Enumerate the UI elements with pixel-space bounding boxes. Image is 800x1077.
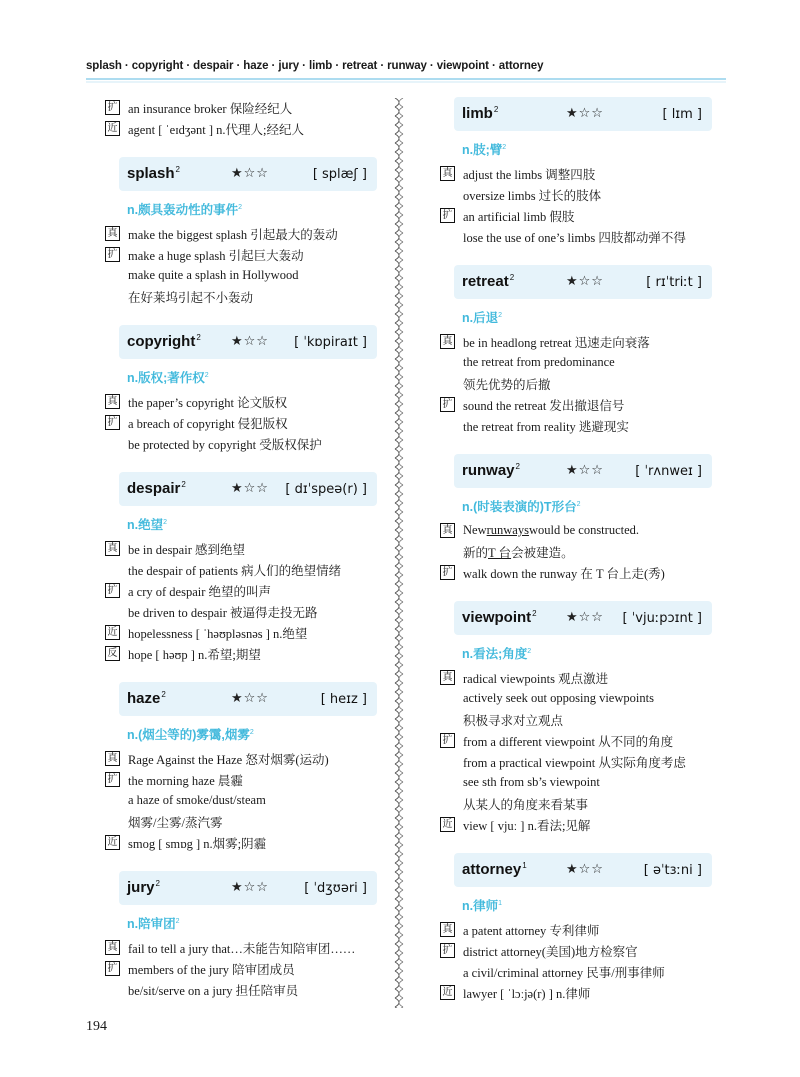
example-text: a breach of copyright 侵犯版权 xyxy=(128,416,288,431)
headword-box xyxy=(119,682,377,716)
example-text: smog [ smɒg ] n.烟雾;阴霾 xyxy=(128,836,267,851)
example-text: see sth from sb’s viewpoint xyxy=(463,775,600,789)
example-tag: 扩 xyxy=(105,772,120,787)
definition-text: n.(时装表演的)T形台 xyxy=(462,500,577,514)
example-line xyxy=(105,958,373,979)
example-text: an artificial limb 假肢 xyxy=(463,209,575,224)
example-text: walk down the runway 在 T 台上走(秀) xyxy=(463,566,665,581)
entry-retreat xyxy=(440,265,708,436)
example-text: fail to tell a jury that…未能告知陪审团…… xyxy=(128,941,356,956)
example-line xyxy=(105,538,373,559)
example-line xyxy=(440,226,708,247)
definition xyxy=(127,368,373,386)
example-text: oversize limbs 过长的肢体 xyxy=(463,188,602,203)
definition-frequency: 2 xyxy=(204,371,209,379)
headword-box xyxy=(119,871,377,905)
phonetic: [ lɪm ] xyxy=(662,107,702,122)
example-text: the retreat from reality 逃避现实 xyxy=(463,419,629,434)
phonetic: [ əˈtɜːni ] xyxy=(643,863,702,878)
example-tag: 真 xyxy=(105,751,120,766)
headword xyxy=(462,462,520,479)
headword-box xyxy=(119,157,377,191)
example-text: the retreat from predominance xyxy=(463,355,615,369)
definition-frequency: 2 xyxy=(163,518,168,526)
phonetic: [ rɪˈtriːt ] xyxy=(646,275,702,290)
star-rating: ★☆☆ xyxy=(566,862,604,877)
example-tag: 近 xyxy=(440,817,455,832)
right-column xyxy=(440,97,708,1003)
example-line xyxy=(440,184,708,205)
definition-text: n.律师 xyxy=(462,899,499,913)
headword-box xyxy=(454,601,712,635)
star-rating: ★☆☆ xyxy=(231,166,269,181)
entry-haze xyxy=(105,682,373,853)
headword xyxy=(127,480,186,497)
example-tag: 真 xyxy=(440,670,455,685)
definition-frequency: 2 xyxy=(502,143,507,151)
example-text-post: 会被建造。 xyxy=(511,545,574,560)
definition-frequency: 2 xyxy=(498,311,503,319)
definition xyxy=(462,497,708,515)
headword-frequency: 2 xyxy=(181,480,186,489)
entry-viewpoint xyxy=(440,601,708,835)
example-line xyxy=(105,622,373,643)
headword-box xyxy=(454,454,712,488)
definition-frequency: 2 xyxy=(238,203,243,211)
example-line xyxy=(440,940,708,961)
example-text: district attorney(美国)地方检察官 xyxy=(463,944,638,959)
example-text: be in despair 感到绝望 xyxy=(128,542,245,557)
headword-text: retreat xyxy=(462,273,509,290)
headword-frequency: 2 xyxy=(161,690,166,699)
page-number: 194 xyxy=(86,1019,107,1034)
example-tag: 真 xyxy=(440,922,455,937)
entry-attorney xyxy=(440,853,708,1003)
example-text: make the biggest splash 引起最大的轰动 xyxy=(128,227,338,242)
star-rating: ★☆☆ xyxy=(231,691,269,706)
example-text: sound the retreat 发出撤退信号 xyxy=(463,398,625,413)
definition-text: n.(烟尘等的)雾霭,烟雾 xyxy=(127,728,250,742)
example-line xyxy=(105,265,373,286)
definition-text: n.颇具轰动性的事件 xyxy=(127,203,239,217)
example-text: lawyer [ ˈlɔːjə(r) ] n.律师 xyxy=(463,986,591,1001)
definition-text: n.版权;著作权 xyxy=(127,371,205,385)
example-text: the despair of patients 病人们的绝望情绪 xyxy=(128,563,342,578)
example-line xyxy=(105,832,373,853)
example-tag: 真 xyxy=(440,334,455,349)
example-line xyxy=(440,394,708,415)
example-text-pre: 新的 xyxy=(463,545,489,560)
example-tag: 扩 xyxy=(105,583,120,598)
example-text: 在好莱坞引起不小轰动 xyxy=(128,290,254,305)
phonetic: [ dɪˈspeə(r) ] xyxy=(285,482,367,497)
example-text: an insurance broker 保险经纪人 xyxy=(128,101,293,116)
example-line xyxy=(440,814,708,835)
example-text: from a different viewpoint 从不同的角度 xyxy=(463,734,674,749)
example-line xyxy=(440,520,708,541)
example-line xyxy=(105,790,373,811)
example-line xyxy=(105,244,373,265)
example-line xyxy=(440,709,708,730)
headword-frequency: 1 xyxy=(522,861,527,870)
example-tag: 近 xyxy=(105,625,120,640)
example-text: view [ vjuː ] n.看法;见解 xyxy=(463,818,591,833)
definition-text: n.后退 xyxy=(462,311,499,325)
phonetic: [ heɪz ] xyxy=(320,692,367,707)
left-column xyxy=(105,97,373,1000)
example-line xyxy=(105,937,373,958)
header-rule xyxy=(86,77,726,83)
headword xyxy=(127,333,201,350)
headword-frequency: 2 xyxy=(175,165,180,174)
star-rating: ★☆☆ xyxy=(231,334,269,349)
example-tag: 近 xyxy=(105,835,120,850)
example-text: lose the use of one’s limbs 四肢都动弹不得 xyxy=(463,230,686,245)
example-text: be driven to despair 被逼得走投无路 xyxy=(128,605,318,620)
headword-text: haze xyxy=(127,690,161,707)
definition xyxy=(462,308,708,326)
entry-runway xyxy=(440,454,708,583)
example-line xyxy=(105,412,373,433)
example-line xyxy=(105,118,373,139)
definition xyxy=(127,200,373,218)
headword xyxy=(462,273,514,290)
headword-text: copyright xyxy=(127,333,196,350)
example-line xyxy=(105,643,373,664)
example-tag: 真 xyxy=(440,523,455,538)
example-text: 烟雾/尘雾/蒸汽雾 xyxy=(128,815,223,830)
example-tag: 真 xyxy=(105,394,120,409)
example-line xyxy=(440,541,708,562)
definition xyxy=(462,644,708,662)
example-line xyxy=(440,730,708,751)
example-tag: 扩 xyxy=(105,247,120,262)
example-text: 领先优势的后撤 xyxy=(463,377,551,392)
example-line xyxy=(105,769,373,790)
entry-limb xyxy=(440,97,708,247)
example-line xyxy=(105,97,373,118)
example-text: make quite a splash in Hollywood xyxy=(128,268,299,282)
example-line xyxy=(105,391,373,412)
example-line xyxy=(105,979,373,1000)
headword-text: despair xyxy=(127,480,181,497)
definition-frequency: 2 xyxy=(576,500,581,508)
headword-frequency: 2 xyxy=(493,105,499,114)
example-text: members of the jury 陪审团成员 xyxy=(128,962,295,977)
example-line xyxy=(440,205,708,226)
example-text: a cry of despair 绝望的叫声 xyxy=(128,584,272,599)
running-header: splash · copyright · despair · haze · jury · limb · retreat · runway · viewpoint · attorney xyxy=(86,60,544,72)
entry-jury xyxy=(105,871,373,1000)
example-line xyxy=(440,415,708,436)
headword-box xyxy=(119,325,377,359)
example-text-underlined: runways xyxy=(486,523,529,537)
example-tag: 真 xyxy=(105,541,120,556)
headword-box xyxy=(454,853,712,887)
example-tag: 真 xyxy=(440,166,455,181)
example-line xyxy=(105,601,373,622)
headword-box xyxy=(454,265,712,299)
definition-text: n.绝望 xyxy=(127,518,164,532)
headword-text: attorney xyxy=(462,861,522,878)
example-line xyxy=(105,559,373,580)
definition-frequency: 2 xyxy=(527,647,532,655)
continued-lines xyxy=(105,97,373,139)
example-tag: 扩 xyxy=(440,565,455,580)
example-text: agent [ ˈeɪdʒənt ] n.代理人;经纪人 xyxy=(128,122,304,137)
definition xyxy=(462,140,708,158)
example-line xyxy=(440,982,708,1003)
headword-text: limb xyxy=(462,105,493,122)
example-line xyxy=(440,373,708,394)
example-line xyxy=(440,331,708,352)
example-text: from a practical viewpoint 从实际角度考虑 xyxy=(463,755,686,770)
example-line xyxy=(105,811,373,832)
example-text: Rage Against the Haze 怒对烟雾(运动) xyxy=(128,752,329,767)
headword-text: splash xyxy=(127,165,175,182)
headword xyxy=(127,879,160,896)
definition-frequency: 2 xyxy=(249,728,254,736)
headword-frequency: 2 xyxy=(509,273,515,282)
star-rating: ★☆☆ xyxy=(566,106,604,121)
example-line xyxy=(440,667,708,688)
headword-frequency: 2 xyxy=(155,879,160,888)
example-text: adjust the limbs 调整四肢 xyxy=(463,167,596,182)
headword-frequency: 2 xyxy=(515,462,520,471)
star-rating: ★☆☆ xyxy=(566,463,604,478)
example-text: be in headlong retreat 迅速走向衰落 xyxy=(463,335,650,350)
headword xyxy=(462,105,498,122)
definition-text: n.陪审团 xyxy=(127,917,176,931)
phonetic: [ ˈrʌnweɪ ] xyxy=(635,464,702,479)
definition xyxy=(127,914,373,932)
example-tag: 近 xyxy=(105,121,120,136)
example-tag: 真 xyxy=(105,226,120,241)
example-tag: 扩 xyxy=(440,208,455,223)
star-rating: ★☆☆ xyxy=(231,481,269,496)
example-text: actively seek out opposing viewpoints xyxy=(463,691,654,705)
example-line xyxy=(440,919,708,940)
example-tag: 扩 xyxy=(105,415,120,430)
example-line xyxy=(440,772,708,793)
headword-text: jury xyxy=(127,879,155,896)
definition xyxy=(127,515,373,533)
example-tag: 扩 xyxy=(440,397,455,412)
example-line xyxy=(440,793,708,814)
headword-frequency: 2 xyxy=(532,609,537,618)
example-line xyxy=(105,286,373,307)
example-text: hope [ həʊp ] n.希望;期望 xyxy=(128,647,261,662)
phonetic: [ ˈvjuːpɔɪnt ] xyxy=(622,611,702,626)
example-tag: 真 xyxy=(105,940,120,955)
example-text: 积极寻求对立观点 xyxy=(463,713,564,728)
definition xyxy=(462,896,708,914)
example-tag: 扩 xyxy=(440,733,455,748)
example-text: make a huge splash 引起巨大轰动 xyxy=(128,248,304,263)
definition-frequency: 1 xyxy=(498,899,503,907)
headword xyxy=(462,861,527,878)
example-text: a haze of smoke/dust/steam xyxy=(128,793,266,807)
star-rating: ★☆☆ xyxy=(566,610,604,625)
entry-copyright xyxy=(105,325,373,454)
star-rating: ★☆☆ xyxy=(566,274,604,289)
headword-frequency: 2 xyxy=(196,333,201,342)
example-tag: 反 xyxy=(105,646,120,661)
example-text: hopelessness [ ˈhəʊpləsnəs ] n.绝望 xyxy=(128,626,308,641)
headword-text: viewpoint xyxy=(462,609,532,626)
example-line xyxy=(105,223,373,244)
example-line xyxy=(105,748,373,769)
definition-frequency: 2 xyxy=(175,917,180,925)
example-tag: 扩 xyxy=(105,961,120,976)
example-text: the morning haze 晨霾 xyxy=(128,773,243,788)
example-text: be protected by copyright 受版权保护 xyxy=(128,437,322,452)
headword-text: runway xyxy=(462,462,515,479)
phonetic: [ ˈkɒpiraɪt ] xyxy=(294,335,367,350)
entry-despair xyxy=(105,472,373,664)
example-text: radical viewpoints 观点激进 xyxy=(463,671,609,686)
example-text-underlined: T 台 xyxy=(488,545,512,560)
example-line xyxy=(440,163,708,184)
example-line xyxy=(440,688,708,709)
example-text: a civil/criminal attorney 民事/刑事律师 xyxy=(463,965,665,980)
example-tag: 近 xyxy=(440,985,455,1000)
example-line xyxy=(105,433,373,454)
example-text-post: would be constructed. xyxy=(528,523,640,537)
example-text: a patent attorney 专利律师 xyxy=(463,923,600,938)
example-text: 从某人的角度来看某事 xyxy=(463,797,589,812)
example-text: be/sit/serve on a jury 担任陪审员 xyxy=(128,983,299,998)
headword xyxy=(127,165,180,182)
example-line xyxy=(440,961,708,982)
example-text: the paper’s copyright 论文版权 xyxy=(128,395,288,410)
example-line xyxy=(440,562,708,583)
column-divider xyxy=(391,98,407,1008)
example-text-pre: New xyxy=(463,523,487,537)
definition-text: n.看法;角度 xyxy=(462,647,528,661)
headword-box xyxy=(119,472,377,506)
example-tag: 扩 xyxy=(440,943,455,958)
example-line xyxy=(440,751,708,772)
star-rating: ★☆☆ xyxy=(231,880,269,895)
example-line xyxy=(105,580,373,601)
headword-box xyxy=(454,97,712,131)
headword xyxy=(127,690,166,707)
phonetic: [ splæʃ ] xyxy=(312,167,367,182)
example-tag: 扩 xyxy=(105,100,120,115)
phonetic: [ ˈdʒʊəri ] xyxy=(304,881,367,896)
entry-splash xyxy=(105,157,373,307)
headword xyxy=(462,609,537,626)
definition xyxy=(127,725,373,743)
example-line xyxy=(440,352,708,373)
definition-text: n.肢;臂 xyxy=(462,143,503,157)
